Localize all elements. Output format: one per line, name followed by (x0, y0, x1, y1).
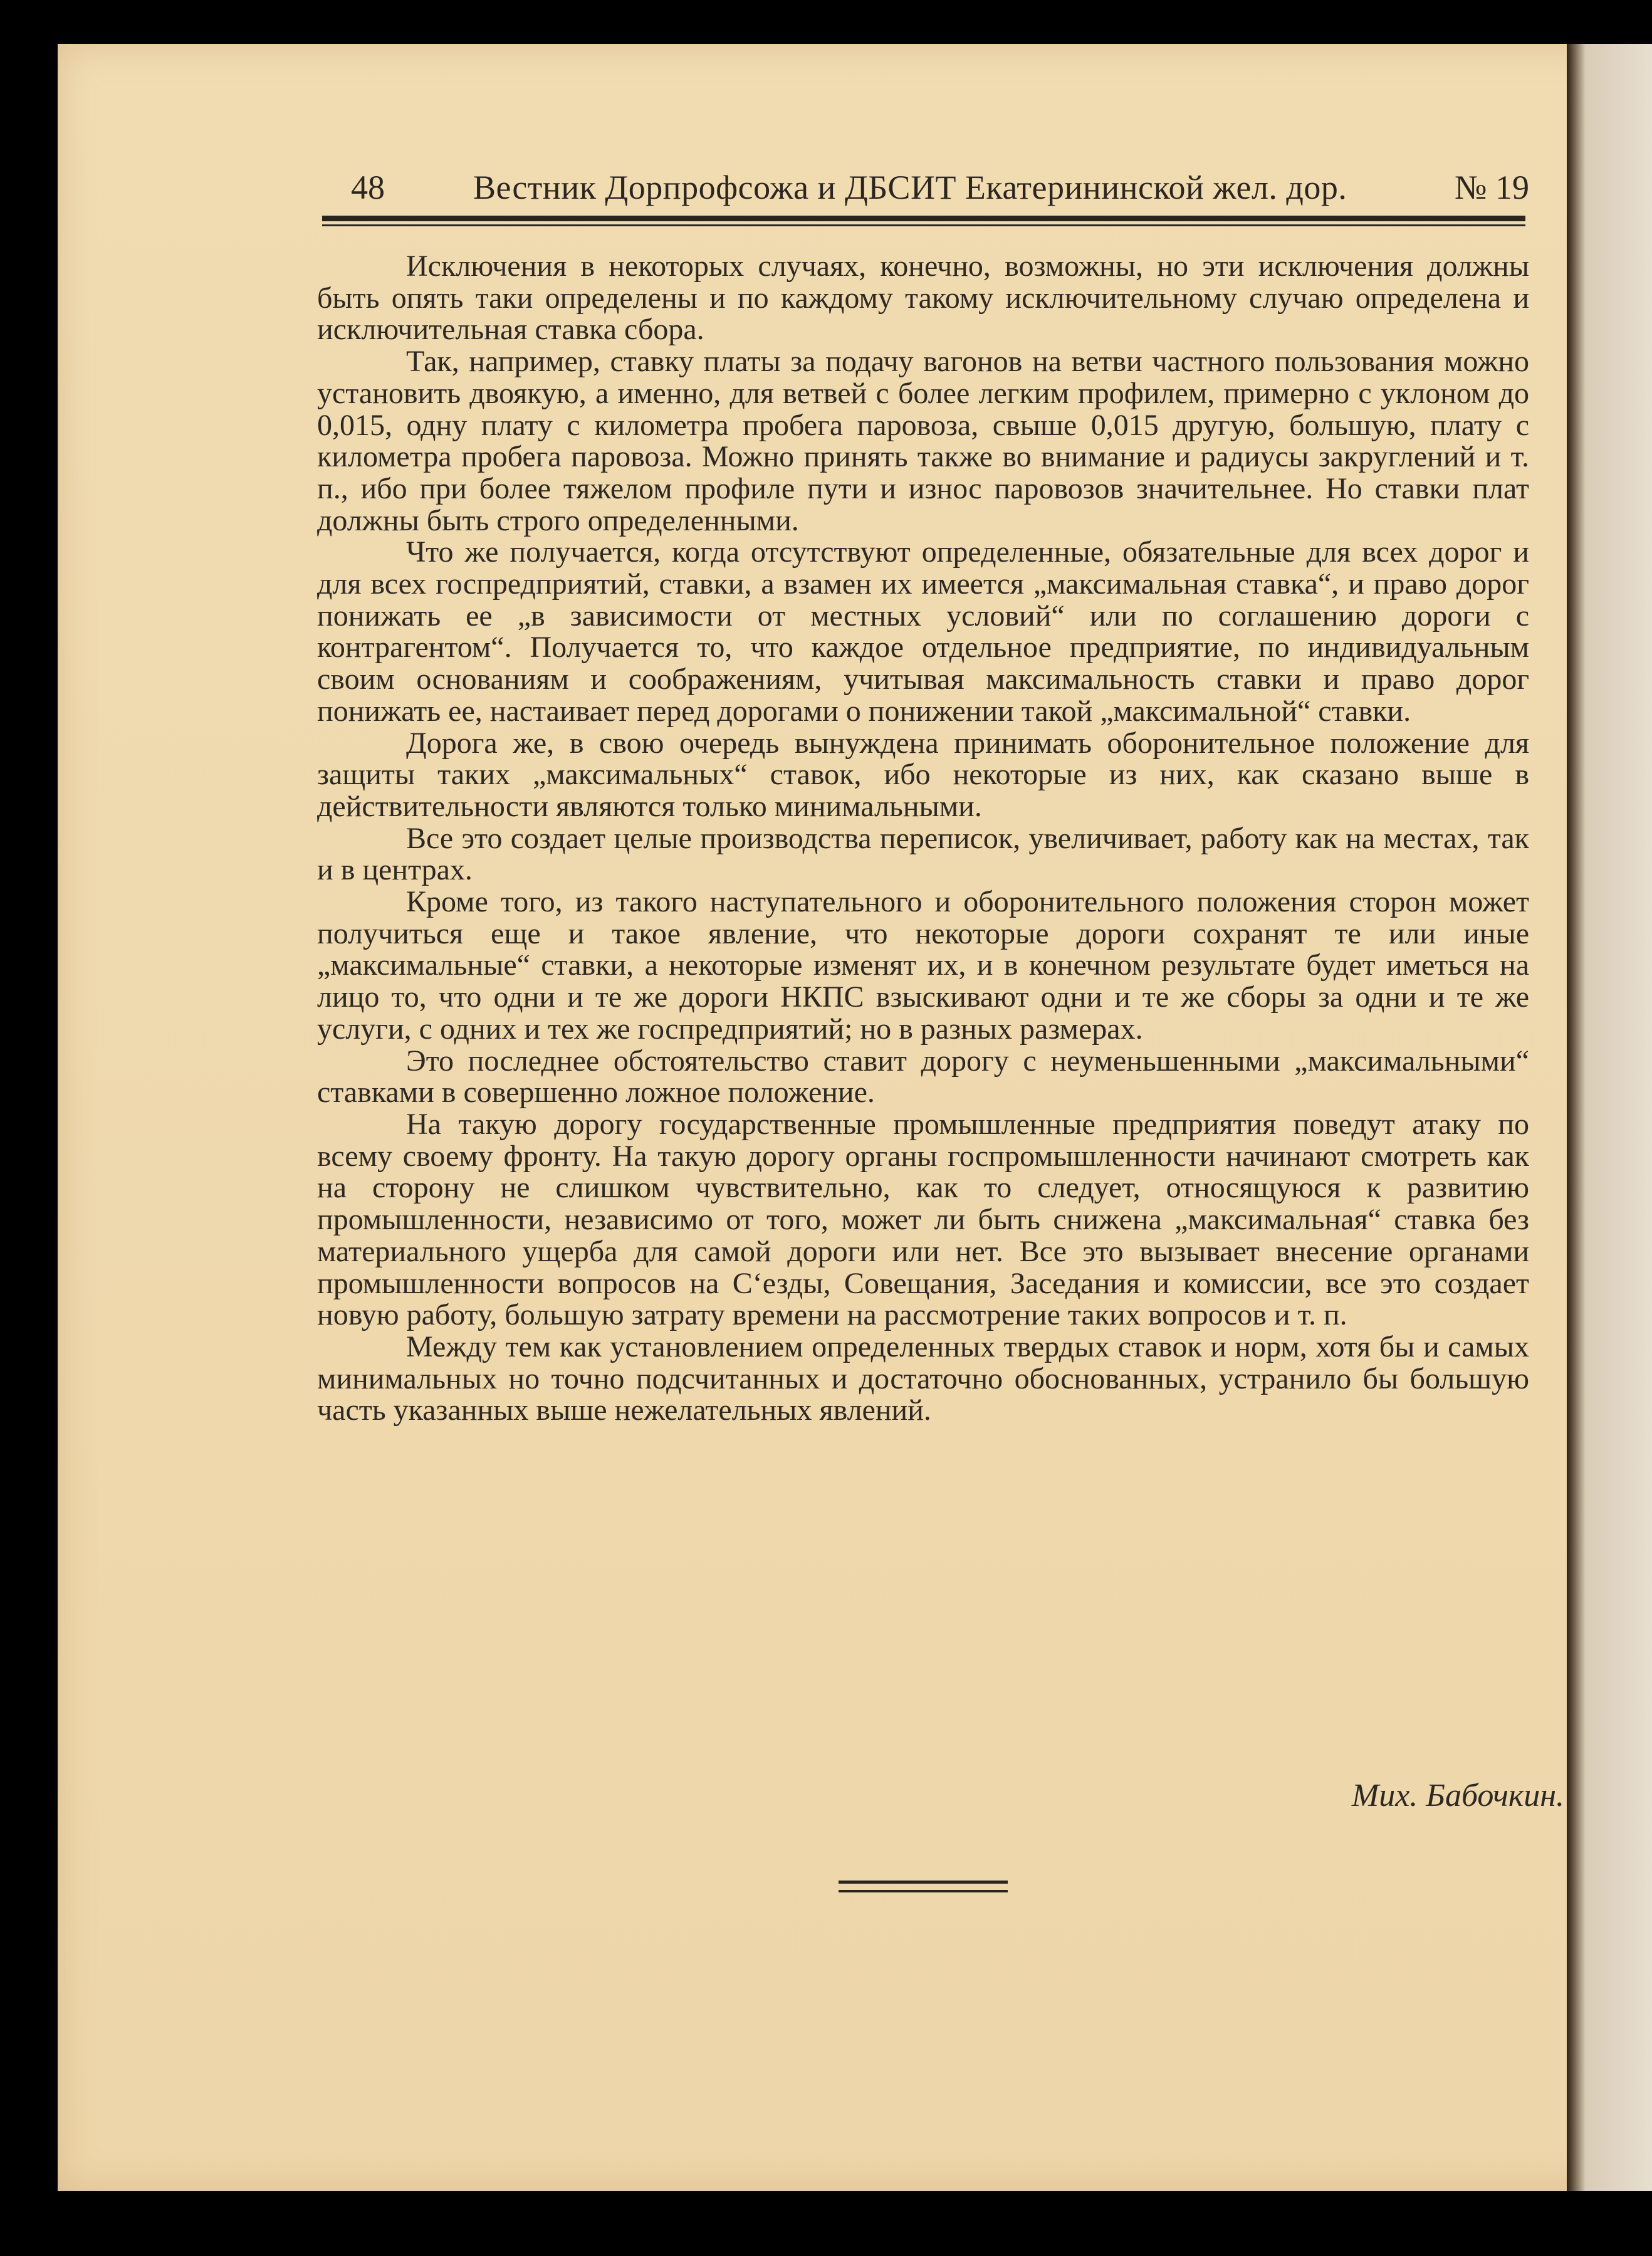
paragraph: Все это создает целые производства переписок, увеличивает, работу как на местах, так и в центрах. (317, 821, 1529, 887)
paragraph: Это последнее обстоятельство ставит дорогу с неуменьшенными „максимальными“ ставками в совершенно ложное положение. (317, 1044, 1529, 1110)
author-signature: Мих. Бабочкин. (1351, 1778, 1564, 1813)
issue-number: № 19 (1454, 169, 1529, 206)
paragraph: Кроме того, из такого наступательного и оборонительного положения сторон может получиться еще и такое явление, что некоторые дороги сохранят те или иные „максимальные“ ставки, а некоторые изменят их, и в конечном результате будет иметься на лицо то, что одни и те же дороги НКПС взыскивают одни и те же сборы за одни и те же услуги, с одних и тех же госпредприятий; но в разных размерах. (317, 885, 1529, 1046)
header-rule-thick (322, 216, 1525, 221)
paragraph: На такую дорогу государственные промышленные предприятия поведут атаку по всему своему фронту. На такую дорогу органы госпромышленности начинают смотреть как на сторону не слишком чувствительно, как то следует, относящуюся к развитию промышленности, независимо от того, может ли быть снижена „максимальная“ ставка без материального ущерба для самой дороги или нет. Все это вызывает внесение органами промышленности вопросов на С‘езды, Совещания, Заседания и комиссии, все это создает новую работу, большую затрату времени на рассмотрение таких вопросов и т. п. (317, 1107, 1529, 1332)
running-header (351, 168, 1529, 212)
paragraph: Между тем как установлением определенных твердых ставок и норм, хотя бы и самых минимальных но точно подсчитанных и достаточно обоснованных, устранило бы большую часть указанных выше нежелательных явлений. (317, 1330, 1529, 1427)
journal-title: Вестник Дорпрофсожа и ДБСИТ Екатерининской жел. дор. (473, 169, 1347, 206)
paragraph: Что же получается, когда отсутствуют определенные, обязательные для всех дорог и для всех госпредприятий, ставки, а взамен их имеется „максимальная ставка“, и право дорог понижать ее „в зависимости от местных условий“ или по соглашению дороги с контрагентом“. Получается то, что каждое отдельное предприятие, по индивидуальным своим основаниям и соображениям, учитывая максимальность ставки и право дорог понижать ее, настаивает перед дорогами о понижении такой „максимальной“ ставки. (317, 535, 1529, 728)
page-number: 48 (351, 169, 385, 206)
paragraph: Так, например, ставку платы за подачу вагонов на ветви частного пользования можно установить двоякую, а именно, для ветвей с более легким профилем, примерно с уклоном до 0,015, одну плату с километра пробега паровоза, свыше 0,015 другую, большую, плату с километра пробега паровоза. Можно принять также во внимание и радиусы закруглений и т. п., ибо при более тяжелом профиле пути и износ паровозов значительнее. Но ставки плат должны быть строго определенными. (317, 345, 1529, 537)
end-rule-top (839, 1881, 1008, 1884)
article-body (317, 251, 1529, 1427)
header-rule-thin (322, 224, 1525, 226)
adjacent-page-edge (1567, 44, 1652, 2191)
paragraph: Исключения в некоторых случаях, конечно, возможны, но эти исключения должны быть опять таки определены и по каждому такому исключительному случаю определена и исключительная ставка сбора. (317, 249, 1529, 347)
end-rule-bottom (839, 1890, 1008, 1892)
paragraph: Дорога же, в свою очередь вынуждена принимать оборонительное положение для защиты таких „максимальных“ ставок, ибо некоторые из них, как сказано выше в действительности являются только минимальными. (317, 726, 1529, 823)
